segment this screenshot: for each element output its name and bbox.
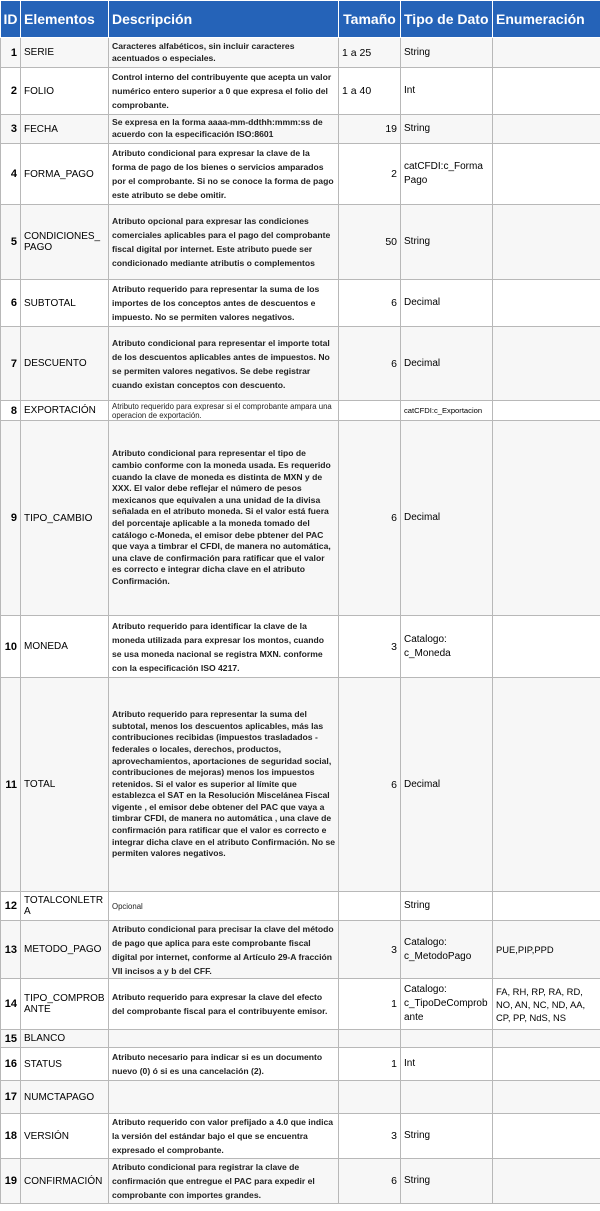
cell-id: 16 [1,1048,21,1081]
cell-elemento: MONEDA [21,616,109,678]
cell-tipo: catCFDI:c_Exportacion [401,401,493,421]
cell-elemento: CONDICIONES_PAGO [21,205,109,280]
cell-tamano: 6 [339,280,401,327]
table-row [1,921,600,979]
cell-tipo: Int [401,1048,493,1081]
table-row [1,1081,600,1114]
cell-enumeracion [493,1114,600,1159]
table-row [1,678,600,892]
cell-tipo: Decimal [401,678,493,892]
cell-id: 3 [1,115,21,144]
cell-id: 19 [1,1159,21,1204]
cell-tipo: String [401,115,493,144]
table-row [1,616,600,678]
cell-tipo [401,1081,493,1114]
table-row [1,1048,600,1081]
cell-descripcion: Atributo requerido para expresar la clave del efecto del comprobante fiscal para el contribuyente emisor. [109,979,339,1030]
cell-elemento: EXPORTACIÓN [21,401,109,421]
cell-descripcion: Control interno del contribuyente que acepta un valor numérico entero superior a 0 que expresa el folio del comprobante. [109,68,339,115]
cell-elemento: CONFIRMACIÓN [21,1159,109,1204]
cell-elemento: DESCUENTO [21,327,109,401]
header-row [1,1,600,38]
cell-tamano: 19 [339,115,401,144]
table-row [1,327,600,401]
cell-tipo: Decimal [401,280,493,327]
cell-id: 12 [1,892,21,921]
cell-enumeracion: FA, RH, RP, RA, RD, NO, AN, NC, ND, AA, CP, PP, NdS, NS [493,979,600,1030]
cell-tamano: 1 [339,1048,401,1081]
cell-elemento: TOTAL [21,678,109,892]
cell-enumeracion [493,327,600,401]
cell-enumeracion [493,616,600,678]
cell-id: 5 [1,205,21,280]
cell-tipo: catCFDI:c_FormaPago [401,144,493,205]
cell-id: 6 [1,280,21,327]
table-row [1,421,600,616]
cell-tamano: 6 [339,327,401,401]
cell-id: 14 [1,979,21,1030]
cell-tamano: 3 [339,921,401,979]
cell-descripcion [109,1081,339,1114]
cell-enumeracion [493,1048,600,1081]
cell-descripcion: Atributo requerido para representar la suma del subtotal, menos los descuentos aplicables, más las contribuciones recibidas (impuestos trasladados - federales o locales, derechos, productos, aprovechamientos, aportaciones de seguridad social, contribuciones de mejoras) menos los impuestos retenidos. Si el valor es superior al límite que establezca el SAT en la Resolución Miscelánea Fiscal vigente , el emisor debe obtener del PAC que vaya a timbrar CFDI, de manera no automática , una clave de confirmación para ratificar que el valor es correcto e integrar dicha clave en el atributo Confirmación. No se permiten valores negativos. [109,678,339,892]
cell-tamano: 1 [339,979,401,1030]
header-descripcion: Descripción [109,1,339,38]
cell-tamano [339,401,401,421]
cell-tipo: Catalogo: c_MetodoPago [401,921,493,979]
cell-descripcion: Atributo opcional para expresar las condiciones comerciales aplicables para el pago del comprobante fiscal digital por internet. Este atributo puede ser condicionado mediante atributis o complementos [109,205,339,280]
cell-enumeracion [493,115,600,144]
cell-id: 13 [1,921,21,979]
cell-tamano: 3 [339,1114,401,1159]
cell-tamano: 50 [339,205,401,280]
header-tamano: Tamaño [339,1,401,38]
table-row [1,280,600,327]
table-row [1,1159,600,1204]
header-tipo: Tipo de Dato [401,1,493,38]
cell-tipo: Catalogo: c_TipoDeComprobante [401,979,493,1030]
cell-descripcion: Atributo requerido para expresar si el comprobante ampara una operacion de exportación. [109,401,339,421]
table-row [1,1114,600,1159]
cell-tipo: String [401,38,493,68]
cell-tipo: Catalogo: c_Moneda [401,616,493,678]
table-row [1,401,600,421]
cell-elemento: STATUS [21,1048,109,1081]
cell-id: 7 [1,327,21,401]
header-elementos: Elementos [21,1,109,38]
cell-enumeracion [493,401,600,421]
cell-descripcion: Atributo condicional para expresar la clave de la forma de pago de los bienes o servicios amparados por el comprobante. Si no se conoce la forma de pago este atributo se debe omitir. [109,144,339,205]
table-row [1,115,600,144]
cell-tamano: 6 [339,421,401,616]
cell-enumeracion [493,38,600,68]
cell-descripcion: Atributo condicional para precisar la clave del método de pago que aplica para este comprobante fiscal digital por internet, conforme al Artículo 29-A fracción VII incisos a y b del CFF. [109,921,339,979]
cell-id: 17 [1,1081,21,1114]
table-row [1,144,600,205]
cell-enumeracion [493,1159,600,1204]
cell-elemento: TOTALCONLETRA [21,892,109,921]
cell-id: 18 [1,1114,21,1159]
cell-descripcion: Atributo condicional para registrar la clave de confirmación que entregue el PAC para expedir el comprobante con importes grandes. [109,1159,339,1204]
cell-elemento: SERIE [21,38,109,68]
cell-id: 1 [1,38,21,68]
cell-enumeracion [493,678,600,892]
cell-enumeracion [493,1030,600,1048]
cell-tamano [339,1081,401,1114]
cell-enumeracion [493,1081,600,1114]
cell-elemento: NUMCTAPAGO [21,1081,109,1114]
cell-elemento: METODO_PAGO [21,921,109,979]
cell-tipo: String [401,1159,493,1204]
cell-tamano: 6 [339,1159,401,1204]
cell-descripcion [109,1030,339,1048]
cell-tipo: String [401,205,493,280]
cell-tamano [339,892,401,921]
table-row [1,1030,600,1048]
header-id: ID [1,1,21,38]
cell-enumeracion [493,892,600,921]
cell-id: 2 [1,68,21,115]
cell-id: 4 [1,144,21,205]
cell-tamano: 3 [339,616,401,678]
cell-enumeracion [493,205,600,280]
cell-id: 9 [1,421,21,616]
cell-tamano [339,1030,401,1048]
cell-id: 8 [1,401,21,421]
cell-tamano: 6 [339,678,401,892]
cell-tipo: Int [401,68,493,115]
table-row [1,68,600,115]
cell-elemento: VERSIÓN [21,1114,109,1159]
cell-enumeracion [493,68,600,115]
cell-elemento: FORMA_PAGO [21,144,109,205]
table-row [1,38,600,68]
cell-descripcion: Atributo condicional para representar el tipo de cambio conforme con la moneda usada. Es requerido cuando la clave de moneda es distinta de MXN y de XXX. El valor debe reflejar el número de pesos mexicanos que equivalen a una unidad de la divisa señalada en el atributo moneda. Si el valor está fuera del porcentaje aplicable a la moneda tomado del catálogo c-Moneda, el emisor debe pbtener del PAC que vaya a timbrar el CFDI, de manera no automática, una clave de confirmación para ratificar que el valor es correcto e integrar dicha clave en el atributo Confirmación. [109,421,339,616]
cell-descripcion: Atributo requerido para representar la suma de los importes de los conceptos antes de descuentos e impuesto. No se permiten valores negativos. [109,280,339,327]
cell-elemento: SUBTOTAL [21,280,109,327]
table-row [1,892,600,921]
cell-tamano: 1 a 25 [339,38,401,68]
cell-elemento: BLANCO [21,1030,109,1048]
cell-enumeracion [493,144,600,205]
cell-tamano: 1 a 40 [339,68,401,115]
cell-descripcion: Atributo requerido para identificar la clave de la moneda utilizada para expresar los montos, cuando se usa moneda nacional se registra MXN. conforme con la especificación ISO 4217. [109,616,339,678]
cell-tipo [401,1030,493,1048]
cell-enumeracion [493,421,600,616]
cell-descripcion: Atributo requerido con valor prefijado a 4.0 que indica la versión del estándar bajo el que se encuentra expresado el comprobante. [109,1114,339,1159]
cell-tamano: 2 [339,144,401,205]
cell-elemento: FECHA [21,115,109,144]
cell-descripcion: Atributo condicional para representar el importe total de los descuentos aplicables antes de impuestos. No se permiten valores negativos. Se debe registrar cuando existan conceptos con descuento. [109,327,339,401]
cell-tipo: Decimal [401,327,493,401]
cell-id: 11 [1,678,21,892]
cell-tipo: String [401,892,493,921]
cell-enumeracion: PUE,PIP,PPD [493,921,600,979]
table-row [1,979,600,1030]
cell-descripcion: Se expresa en la forma aaaa-mm-ddthh:mmm:ss de acuerdo con la especificación ISO:8601 [109,115,339,144]
cell-elemento: TIPO_COMPROBANTE [21,979,109,1030]
cell-tipo: Decimal [401,421,493,616]
cell-elemento: FOLIO [21,68,109,115]
cell-descripcion: Opcional [109,892,339,921]
cell-elemento: TIPO_CAMBIO [21,421,109,616]
header-enumeracion: Enumeración [493,1,600,38]
cell-descripcion: Caracteres alfabéticos, sin incluir caracteres acentuados o especiales. [109,38,339,68]
cell-id: 10 [1,616,21,678]
cell-enumeracion [493,280,600,327]
table-row [1,205,600,280]
cell-tipo: String [401,1114,493,1159]
cell-descripcion: Atributo necesario para indicar si es un documento nuevo (0) ó si es una cancelación (2). [109,1048,339,1081]
cell-id: 15 [1,1030,21,1048]
